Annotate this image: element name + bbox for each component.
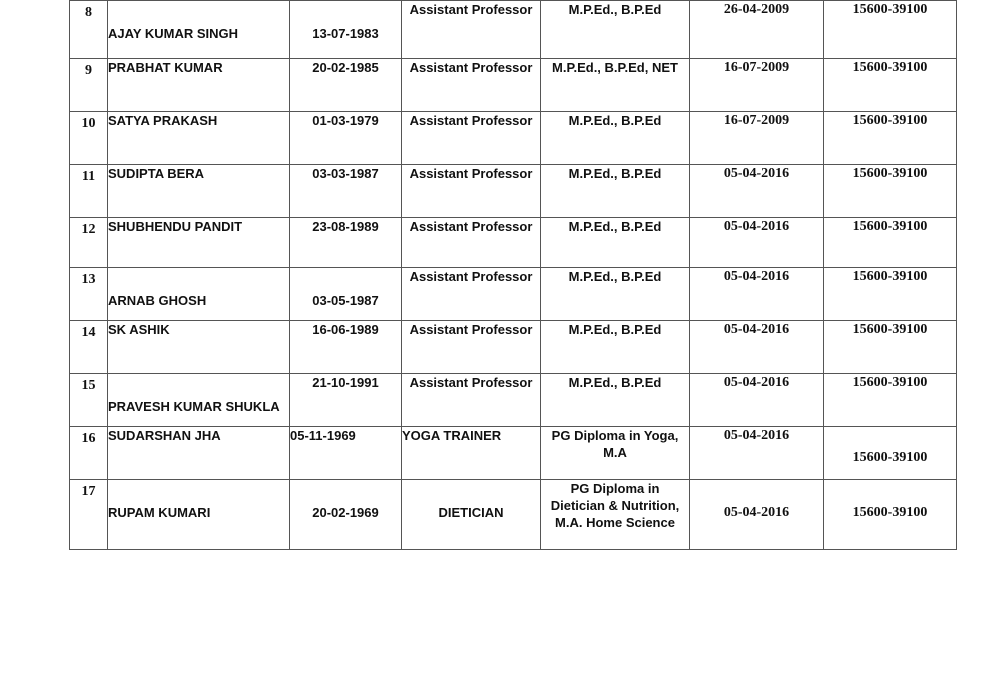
- pay-scale: 15600-39100: [824, 1, 957, 59]
- table-row: [70, 112, 957, 165]
- designation: Assistant Professor: [402, 112, 541, 165]
- date-of-birth: 23-08-1989: [290, 218, 402, 268]
- serial-number: 17: [70, 480, 108, 550]
- table-row: [70, 480, 957, 550]
- employee-name: RUPAM KUMARI: [108, 480, 290, 550]
- serial-number: 11: [70, 165, 108, 218]
- serial-number: 13: [70, 268, 108, 321]
- designation: Assistant Professor: [402, 268, 541, 321]
- qualification-line: PG Diploma in Yoga,: [551, 428, 679, 443]
- date-of-joining: 16-07-2009: [690, 59, 824, 112]
- employee-name: PRABHAT KUMAR: [108, 59, 290, 112]
- qualification: M.P.Ed., B.P.Ed: [541, 1, 690, 59]
- date-of-birth: 13-07-1983: [290, 1, 402, 59]
- employee-name: SUDIPTA BERA: [108, 165, 290, 218]
- pay-scale: 15600-39100: [824, 59, 957, 112]
- date-of-joining: 16-07-2009: [690, 112, 824, 165]
- table-row: [70, 218, 957, 268]
- table-row: [70, 427, 957, 480]
- serial-number: 9: [70, 59, 108, 112]
- serial-number: 16: [70, 427, 108, 480]
- employee-name: AJAY KUMAR SINGH: [108, 1, 290, 59]
- table-row: [70, 268, 957, 321]
- date-of-birth: 20-02-1969: [290, 480, 402, 550]
- staff-table: [69, 0, 957, 550]
- qualification: M.P.Ed., B.P.Ed: [541, 112, 690, 165]
- qualification: M.P.Ed., B.P.Ed: [541, 165, 690, 218]
- pay-scale: 15600-39100: [824, 218, 957, 268]
- serial-number: 10: [70, 112, 108, 165]
- table-row: [70, 374, 957, 427]
- employee-name: SK ASHIK: [108, 321, 290, 374]
- date-of-joining: 05-04-2016: [690, 165, 824, 218]
- pay-scale: 15600-39100: [824, 374, 957, 427]
- pay-scale: 15600-39100: [824, 112, 957, 165]
- serial-number: 8: [70, 1, 108, 59]
- pay-scale: 15600-39100: [824, 268, 957, 321]
- designation: Assistant Professor: [402, 165, 541, 218]
- designation: DIETICIAN: [402, 480, 541, 550]
- date-of-birth: 03-05-1987: [290, 268, 402, 321]
- date-of-joining: 05-04-2016: [690, 268, 824, 321]
- table-row: [70, 1, 957, 59]
- date-of-birth: 01-03-1979: [290, 112, 402, 165]
- date-of-joining: 05-04-2016: [690, 321, 824, 374]
- employee-name: SATYA PRAKASH: [108, 112, 290, 165]
- date-of-birth: 16-06-1989: [290, 321, 402, 374]
- qualification: [541, 427, 690, 480]
- qualification: M.P.Ed., B.P.Ed: [541, 374, 690, 427]
- date-of-birth: 20-02-1985: [290, 59, 402, 112]
- date-of-joining: 26-04-2009: [690, 1, 824, 59]
- qualification: M.P.Ed., B.P.Ed: [541, 218, 690, 268]
- pay-scale: 15600-39100: [824, 427, 957, 480]
- pay-scale: 15600-39100: [824, 321, 957, 374]
- pay-scale: 15600-39100: [824, 165, 957, 218]
- designation: Assistant Professor: [402, 218, 541, 268]
- date-of-joining: 05-04-2016: [690, 480, 824, 550]
- date-of-birth: 03-03-1987: [290, 165, 402, 218]
- date-of-joining: 05-04-2016: [690, 427, 824, 480]
- date-of-birth: 05-11-1969: [290, 427, 402, 480]
- designation: Assistant Professor: [402, 374, 541, 427]
- table-row: [70, 165, 957, 218]
- date-of-joining: 05-04-2016: [690, 374, 824, 427]
- designation: Assistant Professor: [402, 59, 541, 112]
- employee-name: SHUBHENDU PANDIT: [108, 218, 290, 268]
- table-row: [70, 321, 957, 374]
- employee-name: ARNAB GHOSH: [108, 268, 290, 321]
- qualification: M.P.Ed., B.P.Ed: [541, 321, 690, 374]
- table-row: [70, 59, 957, 112]
- employee-name: PRAVESH KUMAR SHUKLA: [108, 374, 290, 427]
- serial-number: 12: [70, 218, 108, 268]
- designation: Assistant Professor: [402, 321, 541, 374]
- employee-name: SUDARSHAN JHA: [108, 427, 290, 480]
- designation: Assistant Professor: [402, 1, 541, 59]
- qualification-line: PG Diploma in: [570, 481, 660, 496]
- date-of-joining: 05-04-2016: [690, 218, 824, 268]
- qualification-line: M.A. Home Science: [555, 515, 675, 530]
- serial-number: 14: [70, 321, 108, 374]
- qualification: [541, 480, 690, 550]
- pay-scale: 15600-39100: [824, 480, 957, 550]
- qualification: M.P.Ed., B.P.Ed: [541, 268, 690, 321]
- serial-number: 15: [70, 374, 108, 427]
- qualification: M.P.Ed., B.P.Ed, NET: [541, 59, 690, 112]
- designation: YOGA TRAINER: [402, 427, 541, 480]
- date-of-birth: 21-10-1991: [290, 374, 402, 427]
- qualification-line: M.A: [603, 445, 627, 460]
- qualification-line: Dietician & Nutrition,: [550, 498, 680, 513]
